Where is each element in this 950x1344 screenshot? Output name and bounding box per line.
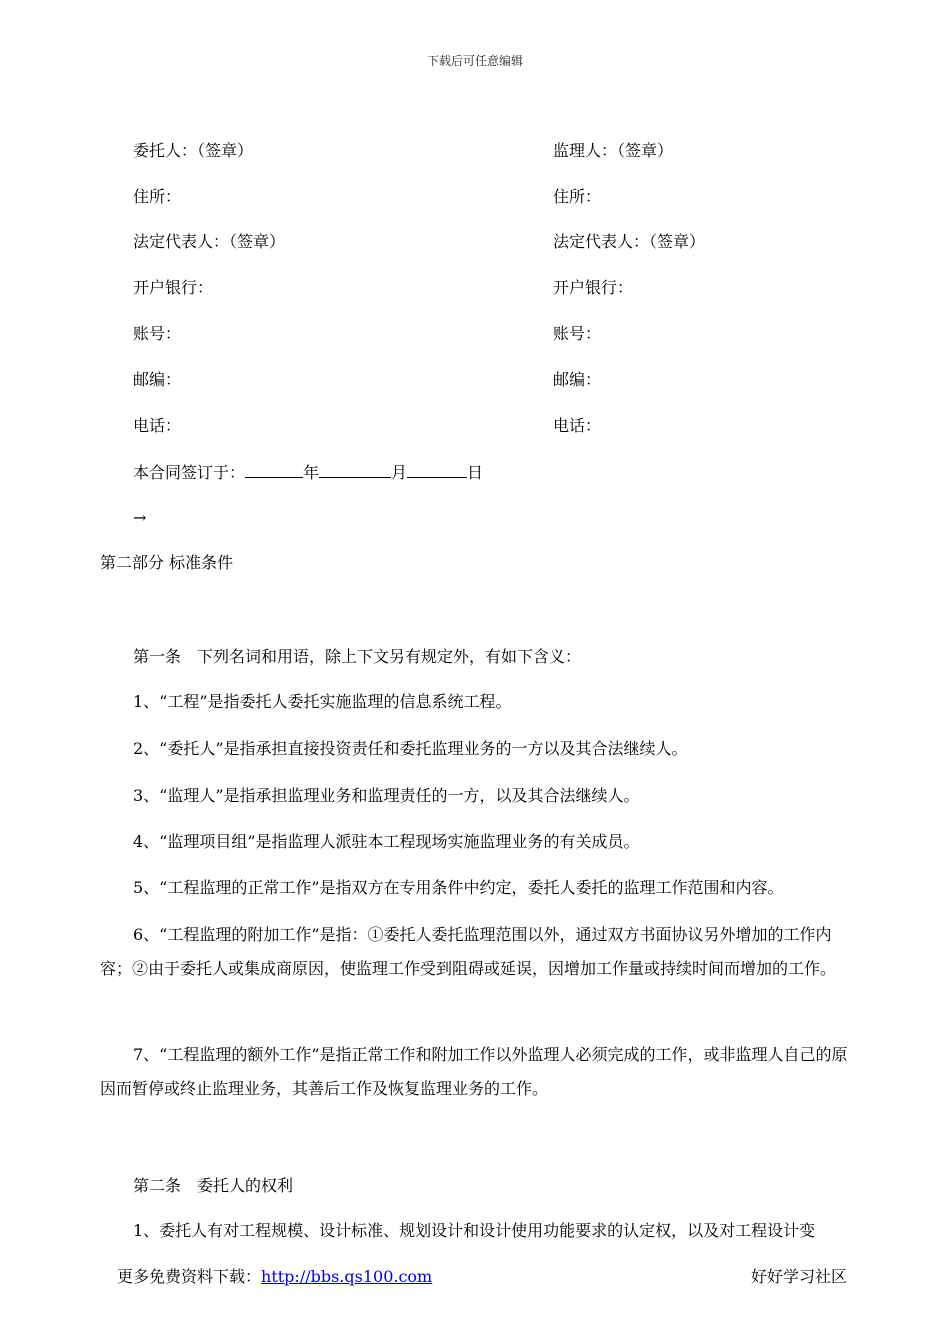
article1-item-6-text: 6、“工程监理的附加工作”是指：①委托人委托监理范围以外，通过双方书面协议另外增加的工作内容；②由于委托人或集成商原因，使监理工作受到阻碍或延误，因增加工作量或持续时间而增加的工作。 xyxy=(100,925,837,978)
supervisor-postcode-label: 邮编： xyxy=(553,370,602,389)
year-label: 年 xyxy=(303,463,320,482)
part-title: 第二部分 标准条件 xyxy=(100,553,234,572)
article1-item-5: 5、“工程监理的正常工作”是指双方在专用条件中约定，委托人委托的监理工作范围和内容。 xyxy=(133,878,784,897)
article1-item-2: 2、“委托人”是指承担直接投资责任和委托监理业务的一方以及其合法继续人。 xyxy=(133,739,688,758)
client-bank-label: 开户银行： xyxy=(133,278,214,297)
footer-download xyxy=(117,1267,432,1287)
footer-link[interactable]: http://bbs.qs100.com xyxy=(261,1267,433,1286)
article2-item-1: 1、委托人有对工程规模、设计标准、规划设计和设计使用功能要求的认定权，以及对工程设计变 xyxy=(133,1221,816,1240)
article1-title: 第一条 下列名词和用语，除上下文另有规定外，有如下含义： xyxy=(133,647,582,666)
article1-item-3: 3、“监理人”是指承担监理业务和监理责任的一方，以及其合法继续人。 xyxy=(133,786,640,805)
month-label: 月 xyxy=(391,463,408,482)
supervisor-address-label: 住所： xyxy=(553,187,602,206)
client-account-label: 账号： xyxy=(133,324,182,343)
client-phone-label: 电话： xyxy=(133,416,182,435)
article1-item-1: 1、“工程”是指委托人委托实施监理的信息系统工程。 xyxy=(133,692,512,711)
footer-label: 更多免费资料下载： xyxy=(117,1267,262,1286)
supervisor-phone-label: 电话： xyxy=(553,416,602,435)
day-blank xyxy=(407,461,467,478)
client-address-label: 住所： xyxy=(133,187,182,206)
article1-item-6 xyxy=(100,918,860,986)
arrow-icon: → xyxy=(133,508,147,527)
month-blank xyxy=(319,461,391,478)
supervisor-label: 监理人：（签章） xyxy=(553,141,674,160)
day-label: 日 xyxy=(467,463,484,482)
client-postcode-label: 邮编： xyxy=(133,370,182,389)
client-legal-rep-label: 法定代表人：（签章） xyxy=(133,232,286,251)
article1-item-4: 4、“监理项目组”是指监理人派驻本工程现场实施监理业务的有关成员。 xyxy=(133,832,640,851)
footer-community: 好好学习社区 xyxy=(751,1267,848,1286)
signing-date-prefix: 本合同签订于： xyxy=(133,463,246,482)
signing-date xyxy=(133,461,483,483)
client-label: 委托人：（签章） xyxy=(133,141,254,160)
page-header: 下载后可任意编辑 xyxy=(426,54,523,68)
year-blank xyxy=(245,461,303,478)
supervisor-account-label: 账号： xyxy=(553,324,602,343)
article1-item-7-text: 7、“工程监理的额外工作”是指正常工作和附加工作以外监理人必须完成的工作，或非监理人自己的原因而暂停或终止监理业务，其善后工作及恢复监理业务的工作。 xyxy=(100,1045,848,1098)
article2-title: 第二条 委托人的权利 xyxy=(133,1176,294,1195)
article1-item-7 xyxy=(100,1038,860,1106)
supervisor-legal-rep-label: 法定代表人：（签章） xyxy=(553,232,706,251)
supervisor-bank-label: 开户银行： xyxy=(553,278,634,297)
